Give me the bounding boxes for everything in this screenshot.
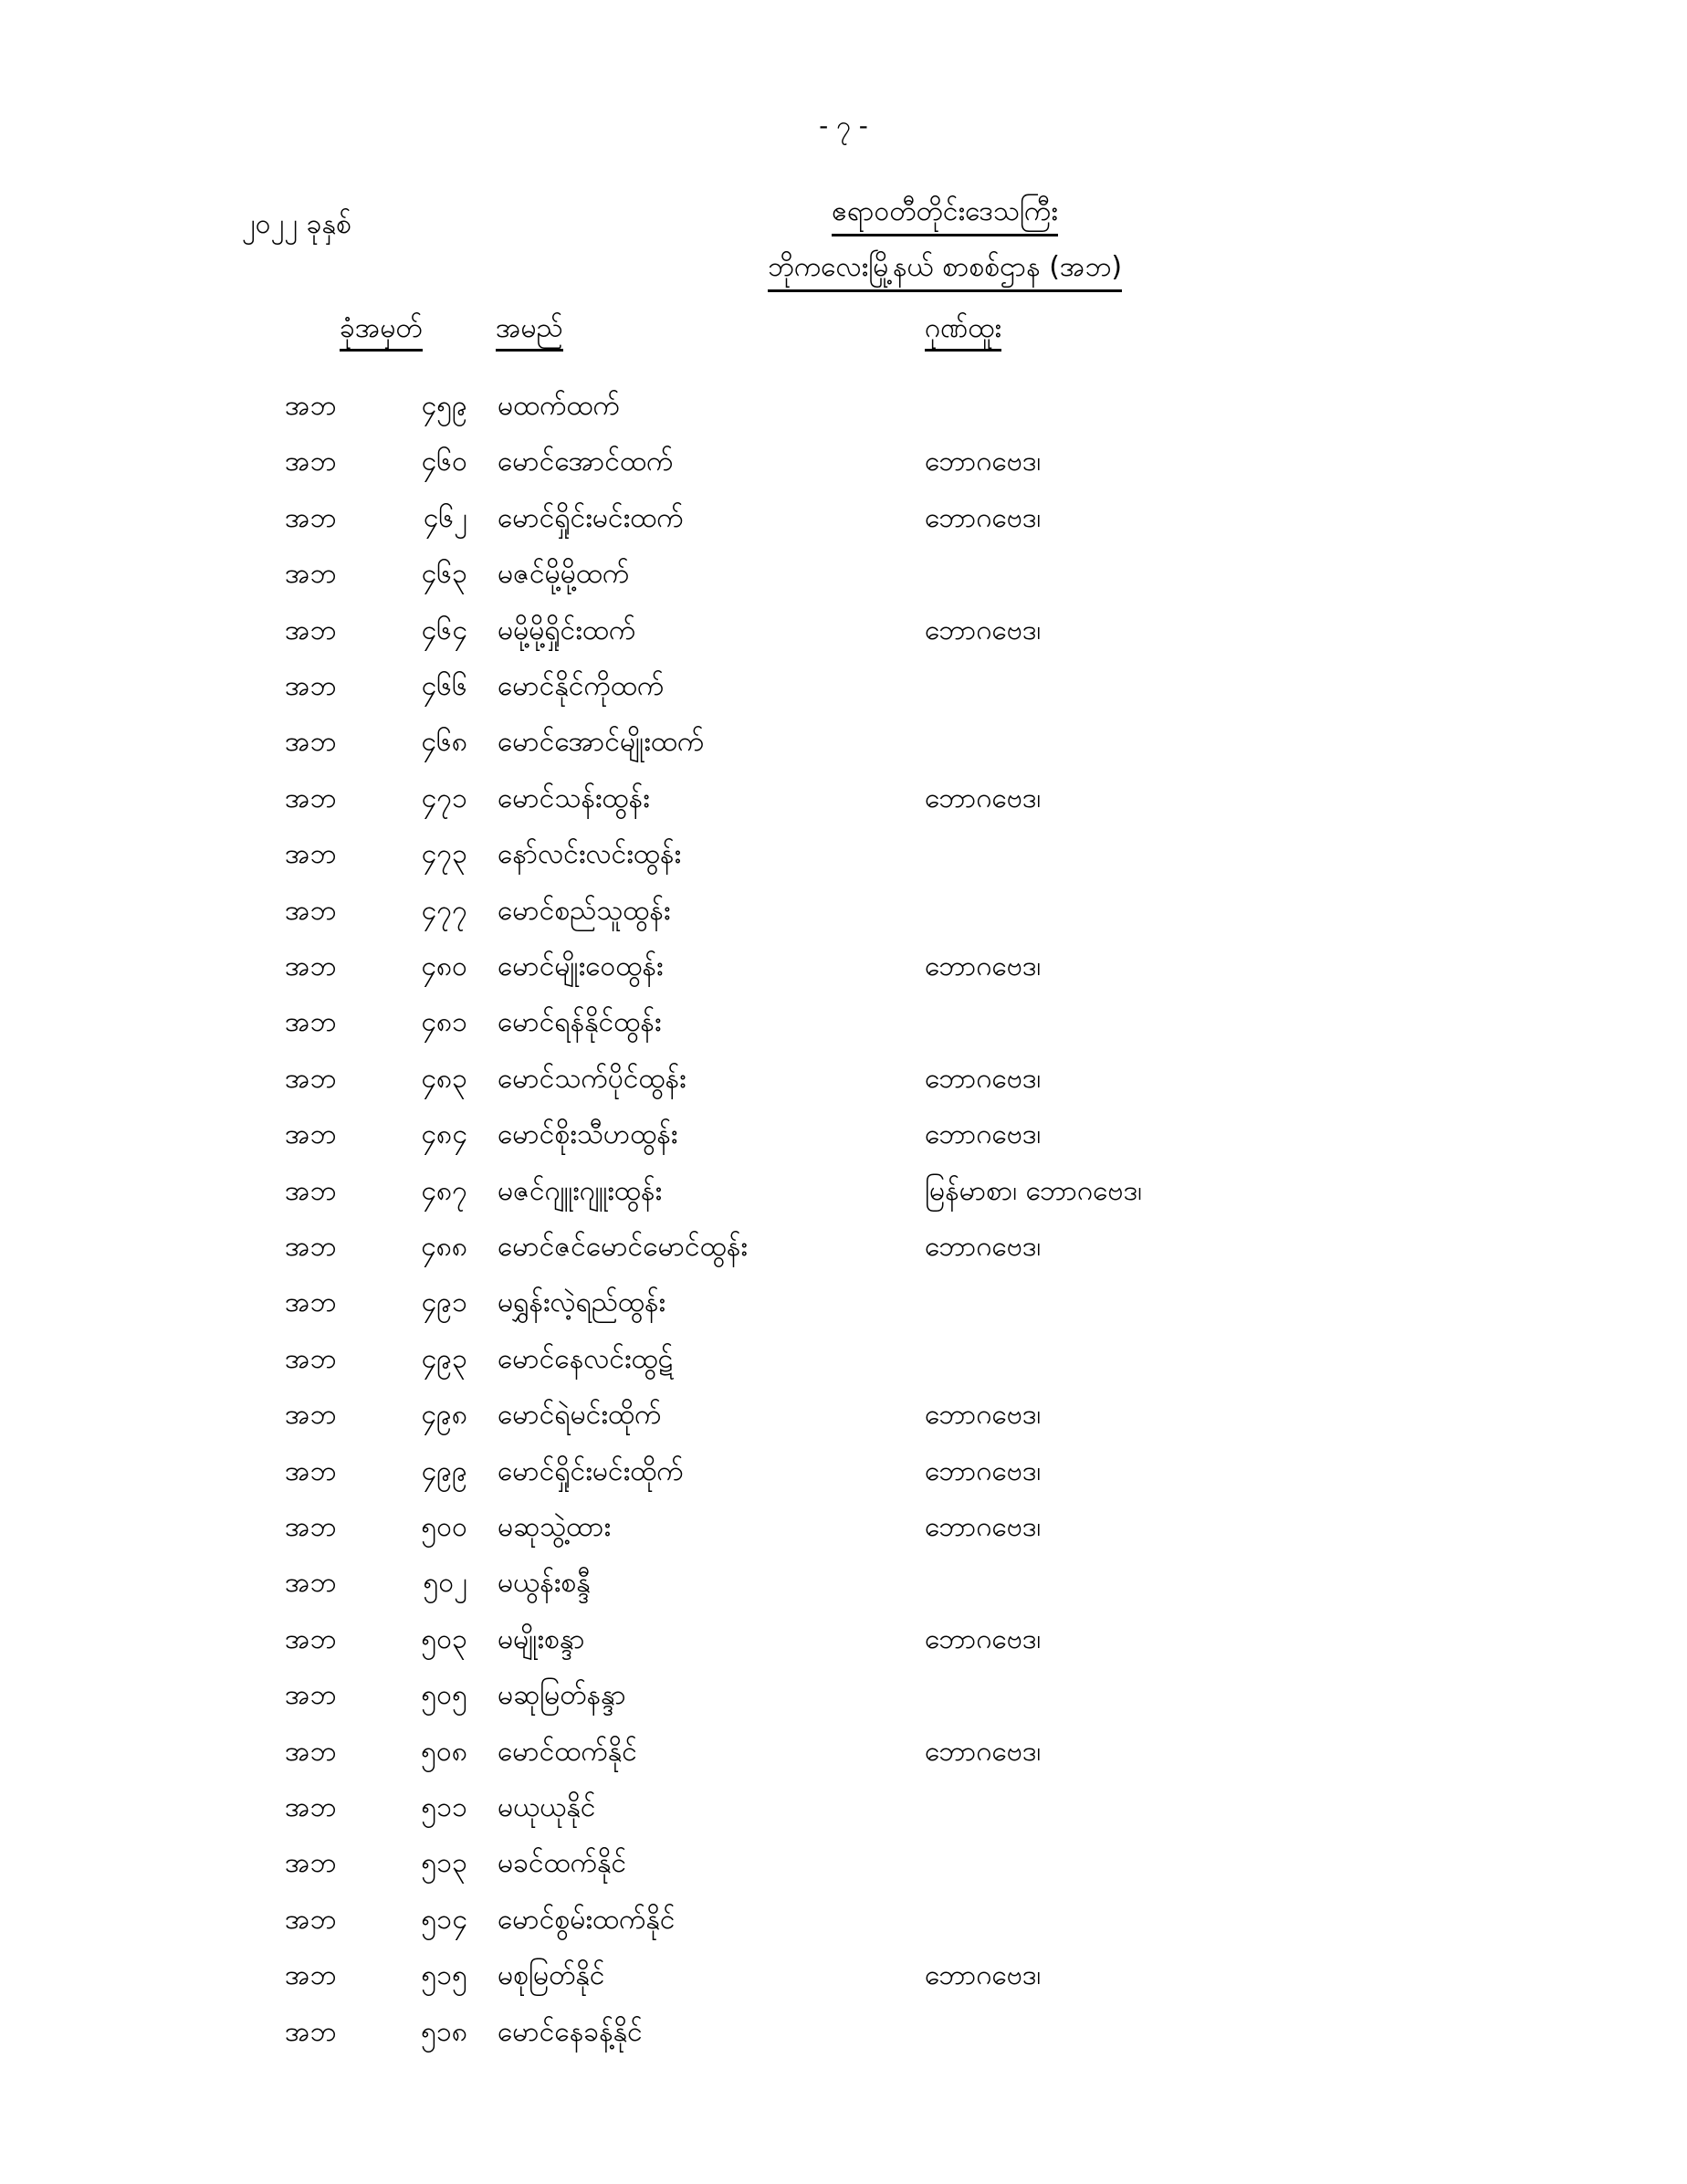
table-row (0, 1060, 1687, 1117)
table-row (0, 1340, 1687, 1397)
distinction: ဘောဂဗေဒ၊ (925, 1735, 1042, 1768)
roll-prefix: အဘ (285, 558, 337, 591)
student-name: မောင်နိုင်ကိုထက် (498, 670, 665, 702)
distinction: ဘောဂဗေဒ၊ (925, 1062, 1042, 1095)
student-name: မောင်ထက်နိုင် (498, 1735, 637, 1768)
roll-number: ၅၀၃ (421, 1622, 467, 1655)
student-name: မယုယုနိုင် (498, 1791, 596, 1823)
table-row (0, 1508, 1687, 1565)
student-name: မောင်သက်ပိုင်ထွန်း (498, 1062, 686, 1095)
student-name: မောင်ရှိုင်းမင်းထက် (498, 501, 684, 534)
roll-prefix: အဘ (285, 614, 337, 646)
page-number: - ၇ - (819, 110, 868, 141)
roll-number: ၄၉၉ (421, 1454, 467, 1487)
document-header (584, 194, 1305, 292)
roll-prefix: အဘ (285, 1286, 337, 1319)
student-name: မောင်စည်သူထွန်း (498, 894, 671, 927)
roll-number: ၅၁၃ (421, 1847, 467, 1880)
distinction: ဘောဂဗေဒ၊ (925, 614, 1042, 646)
distinction: ဘောဂဗေဒ၊ (925, 1399, 1042, 1432)
table-row (0, 1453, 1687, 1509)
table-row (0, 387, 1687, 444)
roll-number: ၄၆၄ (421, 614, 467, 646)
year-label: ၂၀၂၂ ခုနှစ် (242, 208, 351, 240)
student-name: မဆုမြတ်နန္ဒာ (498, 1679, 626, 1712)
student-name: မထက်ထက် (498, 390, 620, 422)
table-row (0, 1621, 1687, 1677)
student-name: မဆုသွဲ့ထား (498, 1511, 612, 1543)
table-rows (0, 387, 1687, 2122)
roll-number: ၄၇၇ (421, 894, 467, 927)
column-header-roll-number: ခုံအမှတ် (340, 310, 423, 352)
roll-number: ၄၉၁ (421, 1286, 467, 1319)
roll-prefix: အဘ (285, 782, 337, 814)
roll-prefix: အဘ (285, 1903, 337, 1936)
student-name: မရွှန်းလဲ့ရည်ထွန်း (498, 1286, 666, 1319)
table-row (0, 443, 1687, 499)
roll-number: ၄၈၄ (421, 1118, 467, 1151)
roll-number: ၄၈၃ (421, 1062, 467, 1095)
roll-prefix: အဘ (285, 1118, 337, 1151)
roll-number: ၄၈၀ (421, 950, 467, 982)
distinction: ဘောဂဗေဒ၊ (925, 1959, 1042, 1992)
table-row (0, 1901, 1687, 1958)
table-row (0, 835, 1687, 892)
student-name: နော်လင်းလင်းထွန်း (498, 838, 682, 871)
table-row (0, 1957, 1687, 2013)
roll-prefix: အဘ (285, 1735, 337, 1768)
student-name: မခင်ထက်နိုင် (498, 1847, 627, 1880)
roll-number: ၅၁၁ (421, 1791, 467, 1823)
roll-prefix: အဘ (285, 1399, 337, 1432)
table-row (0, 1676, 1687, 1733)
table-row (0, 555, 1687, 612)
roll-number: ၄၆၂ (423, 501, 467, 534)
student-name: မမျိုးစန္ဒာ (498, 1622, 585, 1655)
roll-prefix: အဘ (285, 390, 337, 422)
roll-number: ၄၈၈ (420, 1231, 467, 1263)
table-row (0, 1396, 1687, 1453)
roll-prefix: အဘ (285, 670, 337, 702)
roll-number: ၄၇၃ (421, 838, 467, 871)
roll-prefix: အဘ (285, 1062, 337, 1095)
roll-prefix: အဘ (285, 446, 337, 478)
table-row (0, 1116, 1687, 1172)
roll-number: ၄၈၇ (421, 1174, 467, 1207)
roll-number: ၅၁၄ (421, 1903, 467, 1936)
exam-center-wrap (584, 249, 1305, 292)
roll-prefix: အဘ (285, 1511, 337, 1543)
roll-number: ၄၆၆ (421, 670, 467, 702)
distinction: ဘောဂဗေဒ၊ (925, 1231, 1042, 1263)
roll-prefix: အဘ (285, 838, 337, 871)
student-name: မယွန်းစန္ဒီ (498, 1567, 591, 1600)
student-name: မောင်မျိုးဝေထွန်း (498, 950, 664, 982)
table-row (0, 780, 1687, 836)
roll-prefix: အဘ (285, 1679, 337, 1712)
roll-prefix: အဘ (285, 726, 337, 759)
roll-prefix: အဘ (285, 1791, 337, 1823)
roll-prefix: အဘ (285, 1231, 337, 1263)
student-name: မောင်ဇင်မောင်မောင်ထွန်း (498, 1231, 748, 1263)
distinction: ဘောဂဗေဒ၊ (925, 446, 1042, 478)
table-row (0, 1228, 1687, 1285)
column-header-name: အမည် (496, 310, 563, 352)
table-row (0, 1564, 1687, 1621)
table-row (0, 1172, 1687, 1229)
distinction: မြန်မာစာ၊ ဘောဂဗေဒ၊ (925, 1174, 1142, 1207)
student-name: မောင်ရန်နိုင်ထွန်း (498, 1006, 662, 1039)
roll-number: ၄၅၉ (421, 390, 467, 422)
roll-prefix: အဘ (285, 1342, 337, 1375)
student-name: မောင်အောင်ထက် (498, 446, 674, 478)
table-row (0, 892, 1687, 949)
roll-prefix: အဘ (285, 1006, 337, 1039)
student-name: မောင်ရဲမင်းထိုက် (498, 1399, 662, 1432)
table-row (0, 2013, 1687, 2070)
student-name: မောင်ရှိုင်းမင်းထိုက် (498, 1454, 684, 1487)
roll-prefix: အဘ (285, 1959, 337, 1992)
roll-prefix: အဘ (285, 501, 337, 534)
table-row (0, 1003, 1687, 1060)
roll-prefix: အဘ (285, 1174, 337, 1207)
distinction: ဘောဂဗေဒ၊ (925, 782, 1042, 814)
roll-number: ၄၆၃ (421, 558, 467, 591)
roll-prefix: အဘ (285, 2015, 337, 2048)
table-row (0, 1733, 1687, 1790)
distinction: ဘောဂဗေဒ၊ (925, 1454, 1042, 1487)
roll-prefix: အဘ (285, 950, 337, 982)
roll-number: ၄၆၈ (421, 726, 467, 759)
student-name: မောင်စိုးသီဟထွန်း (498, 1118, 678, 1151)
student-name: မဇင်မို့မို့ထက် (498, 558, 630, 591)
roll-number: ၄၉၈ (421, 1399, 467, 1432)
roll-number: ၅၀၀ (421, 1511, 467, 1543)
student-name: မဇင်ဂျူးဂျူးထွန်း (498, 1174, 663, 1207)
table-row (0, 1844, 1687, 1901)
table-row (0, 1284, 1687, 1340)
roll-number: ၄၈၁ (421, 1006, 467, 1039)
distinction: ဘောဂဗေဒ၊ (925, 1622, 1042, 1655)
table-row (0, 948, 1687, 1004)
table-row (0, 667, 1687, 724)
table-row (0, 499, 1687, 556)
roll-number: ၅၀၈ (421, 1735, 467, 1768)
roll-number: ၅၁၅ (421, 1959, 467, 1992)
column-header-distinction: ဂုဏ်ထူး (925, 310, 1001, 352)
roll-prefix: အဘ (285, 894, 337, 927)
roll-number: ၅၀၅ (421, 1679, 467, 1712)
roll-number: ၅၁၈ (421, 2015, 467, 2048)
roll-number: ၄၇၁ (421, 782, 467, 814)
table-row (0, 612, 1687, 668)
exam-center-title: ဘိုကလေးမြို့နယ် စာစစ်ဌာန (အဘ) (768, 249, 1122, 292)
distinction: ဘောဂဗေဒ၊ (925, 1118, 1042, 1151)
roll-number: ၄၆၀ (421, 446, 467, 478)
table-row (0, 1789, 1687, 1845)
student-name: မောင်နေလင်းထွဋ် (498, 1342, 674, 1375)
region-title: ဧရာဝတီတိုင်းဒေသကြီး (832, 194, 1058, 236)
roll-number: ၅၀၂ (423, 1567, 467, 1600)
roll-prefix: အဘ (285, 1567, 337, 1600)
student-name: မမို့မို့ရှိုင်းထက် (498, 614, 636, 646)
distinction: ဘောဂဗေဒ၊ (925, 950, 1042, 982)
roll-number: ၄၉၃ (421, 1342, 467, 1375)
table-row (0, 723, 1687, 780)
student-name: မောင်အောင်မျိုးထက် (498, 726, 705, 759)
student-name: မောင်စွမ်းထက်နိုင် (498, 1903, 676, 1936)
student-name: မစုမြတ်နိုင် (498, 1959, 605, 1992)
roll-prefix: အဘ (285, 1454, 337, 1487)
student-name: မောင်နေခန့်နိုင် (498, 2015, 643, 2048)
distinction: ဘောဂဗေဒ၊ (925, 1511, 1042, 1543)
distinction: ဘောဂဗေဒ၊ (925, 501, 1042, 534)
student-name: မောင်သန်းထွန်း (498, 782, 650, 814)
roll-prefix: အဘ (285, 1847, 337, 1880)
roll-prefix: အဘ (285, 1622, 337, 1655)
